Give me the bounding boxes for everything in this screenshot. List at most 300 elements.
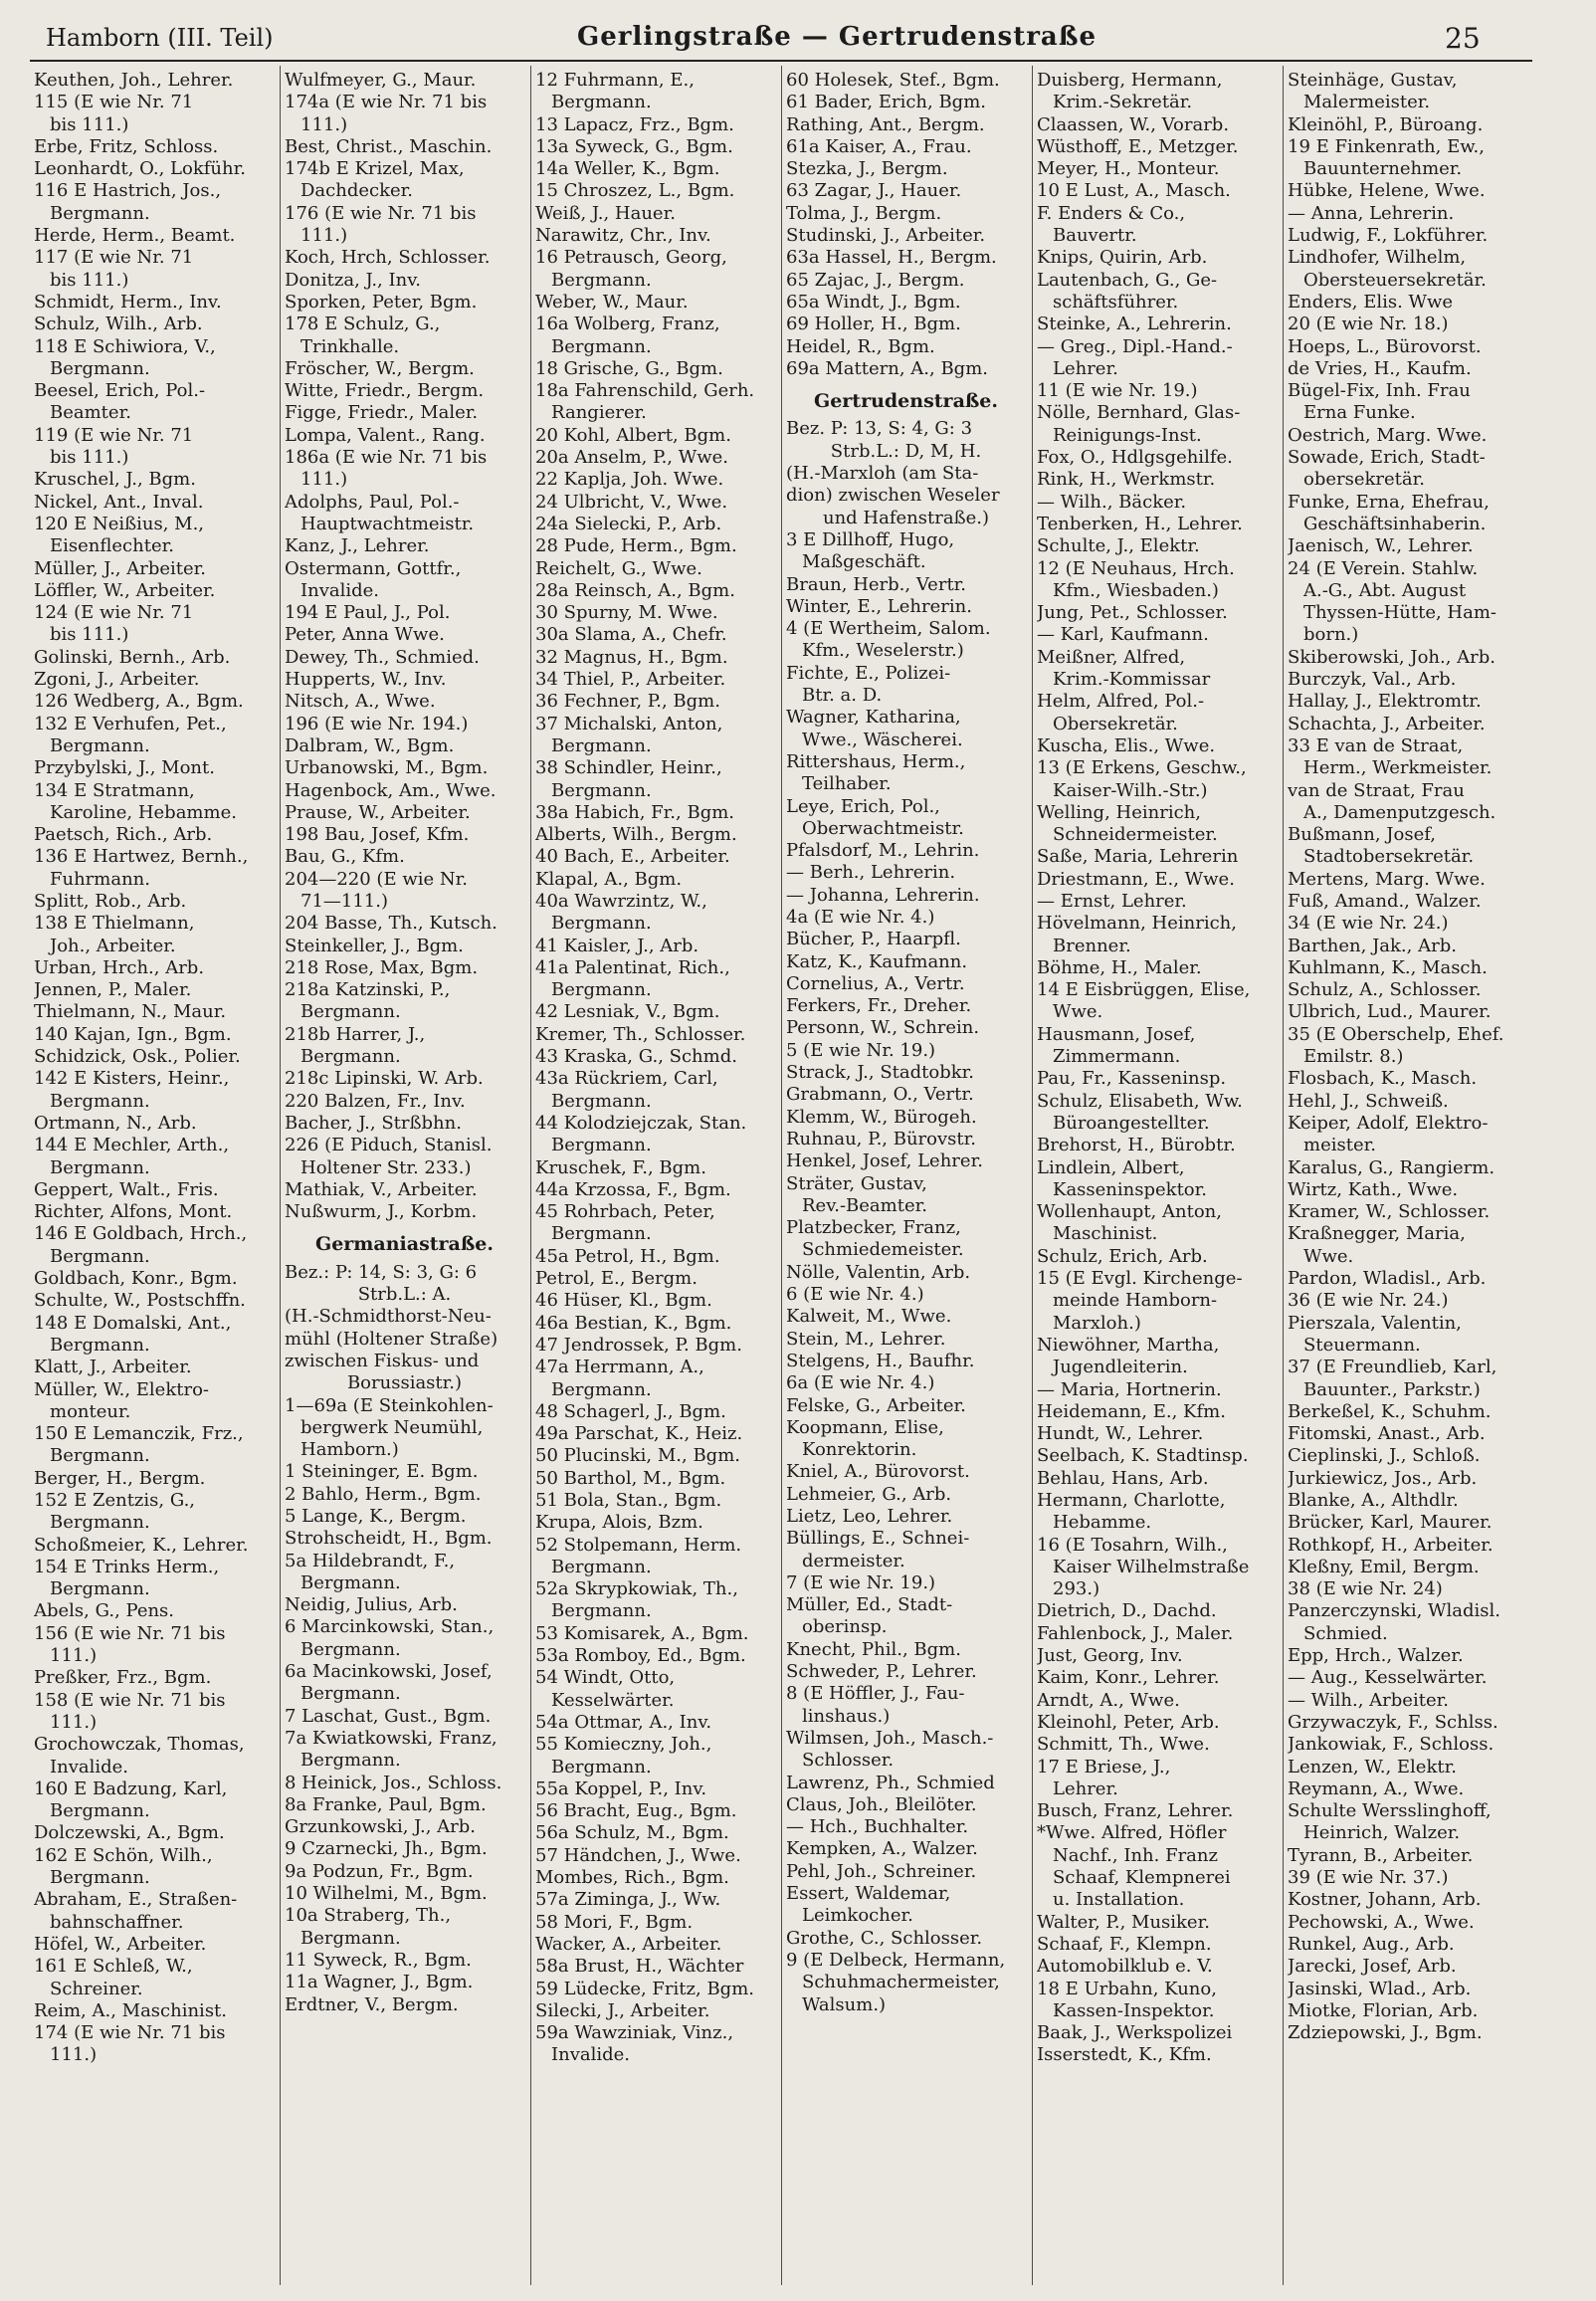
directory-entry-line: Bergmann. bbox=[551, 269, 652, 291]
directory-entry-line: 34 (E wie Nr. 24.) bbox=[1288, 913, 1449, 935]
directory-entry-line: Hermann, Charlotte, bbox=[1037, 1490, 1226, 1511]
directory-entry-line: 24 Ulbricht, V., Wwe. bbox=[535, 491, 728, 513]
directory-entry-line: Walter, P., Musiker. bbox=[1037, 1911, 1210, 1933]
directory-entry-line: Funke, Erna, Ehefrau, bbox=[1288, 491, 1490, 513]
directory-entry-line: Kniel, A., Bürovorst. bbox=[786, 1461, 970, 1483]
directory-entry-line: Knips, Quirin, Arb. bbox=[1037, 247, 1208, 269]
directory-entry-line: Maßgeschäft. bbox=[802, 551, 926, 573]
directory-entry-line: Keuthen, Joh., Lehrer. bbox=[34, 70, 234, 91]
directory-entry-line: 134 E Stratmann, bbox=[34, 779, 195, 801]
directory-entry-line: Klemm, W., Bürogeh. bbox=[786, 1106, 977, 1128]
directory-entry-line: 176 (E wie Nr. 71 bis bbox=[285, 202, 477, 224]
directory-entry-line: Abels, G., Pens. bbox=[34, 1600, 175, 1622]
directory-entry-line: Schneidermeister. bbox=[1053, 824, 1218, 846]
directory-entry-line: Bergmann. bbox=[50, 1156, 150, 1178]
directory-entry-line: Bez.: P: 14, S: 3, G: 6 bbox=[285, 1261, 478, 1283]
directory-entry-line: 174 (E wie Nr. 71 bis bbox=[34, 2022, 226, 2044]
directory-entry-line: Knecht, Phil., Bgm. bbox=[786, 1638, 961, 1660]
directory-entry-line: 10 Wilhelmi, M., Bgm. bbox=[285, 1883, 488, 1905]
directory-entry-line: Bauunter., Parkstr.) bbox=[1303, 1378, 1481, 1400]
directory-entry-line: Flosbach, K., Masch. bbox=[1288, 1068, 1478, 1090]
directory-entry-line: 38a Habich, Fr., Bgm. bbox=[535, 801, 735, 823]
directory-entry-line: Niewöhner, Martha, bbox=[1037, 1334, 1220, 1356]
directory-entry-line: Kuscha, Elis., Wwe. bbox=[1037, 734, 1216, 756]
directory-entry-line: Alberts, Wilh., Bergm. bbox=[535, 824, 737, 846]
directory-entry-line: Hövelmann, Heinrich, bbox=[1037, 913, 1237, 935]
directory-entry-line: Bergmann. bbox=[551, 1600, 652, 1622]
directory-entry-line: 38 Schindler, Heinr., bbox=[535, 757, 722, 779]
directory-entry-line: 47a Herrmann, A., bbox=[535, 1357, 704, 1378]
directory-entry-line: Schaaf, F., Klempn. bbox=[1037, 1933, 1212, 1955]
directory-entry-line: Leye, Erich, Pol., bbox=[786, 795, 940, 817]
directory-entry-line: Bergmann. bbox=[551, 92, 652, 113]
directory-entry-line: — Anna, Lehrerin. bbox=[1288, 202, 1455, 224]
directory-entry-line: Konrektorin. bbox=[802, 1439, 917, 1461]
directory-entry-line: Dalbram, W., Bgm. bbox=[285, 734, 455, 756]
directory-entry-line: Blanke, A., Althdlr. bbox=[1288, 1490, 1459, 1511]
directory-entry-line: Isserstedt, K., Kfm. bbox=[1037, 2044, 1212, 2066]
column-1 bbox=[30, 66, 281, 2285]
directory-entry-line: Neidig, Julius, Arb. bbox=[285, 1594, 458, 1616]
directory-entry-line: Bergmann. bbox=[551, 779, 652, 801]
directory-entry-line: Schmied. bbox=[1303, 1622, 1388, 1644]
directory-entry-line: 61a Kaiser, A., Frau. bbox=[786, 135, 972, 157]
directory-entry-line: Schulte, W., Postschffn. bbox=[34, 1290, 246, 1312]
directory-entry-line: Löffler, W., Arbeiter. bbox=[34, 579, 216, 601]
directory-entry-line: Maschinist. bbox=[1053, 1223, 1158, 1245]
directory-entry-line: Saße, Maria, Lehrerin bbox=[1037, 846, 1239, 868]
directory-entry-line: 19 E Finkenrath, Ew., bbox=[1288, 135, 1485, 157]
directory-entry-line: Müller, Ed., Stadt- bbox=[786, 1594, 953, 1616]
directory-entry-line: 12 Fuhrmann, E., bbox=[535, 70, 695, 91]
directory-entry-line: Bau, G., Kfm. bbox=[285, 846, 405, 868]
directory-entry-line: Burczyk, Val., Arb. bbox=[1288, 669, 1457, 691]
directory-entry-line: 17 E Briese, J., bbox=[1037, 1756, 1171, 1778]
directory-entry-line: Rangierer. bbox=[551, 402, 647, 424]
directory-entry-line: Bergmann. bbox=[50, 1512, 150, 1534]
directory-entry-line: 152 E Zentzis, G., bbox=[34, 1490, 196, 1511]
directory-entry-line: 39 (E wie Nr. 37.) bbox=[1288, 1867, 1449, 1889]
directory-entry-line: Welling, Heinrich, bbox=[1037, 801, 1201, 823]
directory-entry-line: A.-G., Abt. August bbox=[1303, 579, 1467, 601]
directory-entry-line: Hundt, W., Lehrer. bbox=[1037, 1423, 1204, 1445]
directory-entry-line: 61 Bader, Erich, Bgm. bbox=[786, 92, 986, 113]
directory-entry-line: 9 Czarnecki, Jh., Bgm. bbox=[285, 1838, 488, 1860]
directory-entry-line: 47 Jendrossek, P. Bgm. bbox=[535, 1334, 742, 1356]
directory-entry-line: Höfel, W., Arbeiter. bbox=[34, 1933, 207, 1955]
column-4 bbox=[782, 66, 1033, 2285]
directory-entry-line: 8a Franke, Paul, Bgm. bbox=[285, 1793, 487, 1815]
directory-entry-line: — Maria, Hortnerin. bbox=[1037, 1378, 1222, 1400]
directory-entry-line: Ferkers, Fr., Dreher. bbox=[786, 995, 972, 1017]
directory-entry-line: 148 E Domalski, Ant., bbox=[34, 1312, 232, 1334]
directory-entry-line: Trinkhalle. bbox=[300, 335, 400, 357]
directory-entry-line: Erdtner, V., Bergm. bbox=[285, 1993, 459, 2015]
directory-entry-line: u. Installation. bbox=[1053, 1889, 1185, 1911]
directory-entry-line: 115 (E wie Nr. 71 bbox=[34, 92, 194, 113]
directory-entry-line: Pardon, Wladisl., Arb. bbox=[1288, 1268, 1487, 1290]
directory-entry-line: — Berh., Lehrerin. bbox=[786, 862, 956, 884]
directory-entry-line: Adolphs, Paul, Pol.- bbox=[285, 491, 460, 513]
directory-entry-line: 4 (E Wertheim, Salom. bbox=[786, 618, 991, 640]
directory-entry-line: Hupperts, W., Inv. bbox=[285, 669, 447, 691]
directory-entry-line: 15 (E Evgl. Kirchenge- bbox=[1037, 1268, 1243, 1290]
directory-entry-line: Schuhmachermeister, bbox=[802, 1972, 1000, 1993]
directory-entry-line: 161 E Schleß, W., bbox=[34, 1956, 193, 1978]
directory-entry-line: Essert, Waldemar, bbox=[786, 1883, 951, 1905]
directory-entry-line: Kleinöhl, P., Büroang. bbox=[1288, 113, 1484, 135]
directory-entry-line: Lehmeier, G., Arb. bbox=[786, 1483, 952, 1505]
directory-entry-line: Hehl, J., Schweiß. bbox=[1288, 1090, 1449, 1112]
directory-entry-line: Bergmann. bbox=[50, 357, 150, 379]
directory-entry-line: Schaaf, Klempnerei bbox=[1053, 1867, 1231, 1889]
directory-entry-line: Obersekretär. bbox=[1053, 713, 1178, 734]
directory-entry-line: Bergmann. bbox=[50, 1578, 150, 1600]
directory-entry-line: Rittershaus, Herm., bbox=[786, 750, 966, 772]
directory-entry-line: Prause, W., Arbeiter. bbox=[285, 801, 471, 823]
directory-entry-line: Jasinski, Wlad., Arb. bbox=[1288, 1978, 1472, 1999]
directory-entry-line: 118 E Schiwiora, V., bbox=[34, 335, 216, 357]
directory-entry-line: Petrol, E., Bergm. bbox=[535, 1268, 698, 1290]
directory-entry-line: Driestmann, E., Wwe. bbox=[1037, 868, 1235, 890]
directory-entry-line: 10a Straberg, Th., bbox=[285, 1905, 452, 1927]
directory-entry-line: Hoeps, L., Bürovorst. bbox=[1288, 335, 1482, 357]
directory-entry-line: Panzerczynski, Wladisl. bbox=[1288, 1600, 1501, 1622]
directory-entry-line: Bergmann. bbox=[300, 1683, 401, 1705]
directory-entry-line: 22 Kaplja, Joh. Wwe. bbox=[535, 469, 724, 491]
directory-entry-line: Krim.-Sekretär. bbox=[1053, 92, 1193, 113]
directory-entry-line: zwischen Fiskus- und bbox=[285, 1350, 480, 1371]
directory-entry-line: Stein, M., Lehrer. bbox=[786, 1328, 946, 1350]
directory-entry-line: bis 111.) bbox=[50, 269, 129, 291]
directory-entry-line: 36 (E wie Nr. 24.) bbox=[1288, 1290, 1449, 1312]
directory-entry-line: (H.-Schmidthorst-Neu- bbox=[285, 1306, 492, 1328]
directory-entry-line: 51 Bola, Stan., Bgm. bbox=[535, 1490, 722, 1511]
directory-entry-line: Reinigungs-Inst. bbox=[1053, 424, 1202, 446]
directory-entry-line: 33 E van de Straat, bbox=[1288, 734, 1464, 756]
directory-entry-line: Ulbrich, Lud., Maurer. bbox=[1288, 1001, 1492, 1023]
directory-entry-line: Schulz, Wilh., Arb. bbox=[34, 314, 203, 335]
directory-entry-line: 150 E Lemanczik, Frz., bbox=[34, 1423, 244, 1445]
directory-entry-line: Goldbach, Konr., Bgm. bbox=[34, 1268, 238, 1290]
directory-entry-line: Mertens, Marg. Wwe. bbox=[1288, 868, 1486, 890]
directory-entry-line: 142 E Kisters, Heinr., bbox=[34, 1068, 230, 1090]
directory-entry-line: A., Damenputzgesch. bbox=[1303, 801, 1496, 823]
directory-entry-line: Emilstr. 8.) bbox=[1303, 1046, 1404, 1068]
directory-entry-line: Strohscheidt, H., Bgm. bbox=[285, 1528, 493, 1550]
directory-entry-line: Berkeßel, K., Schuhm. bbox=[1288, 1400, 1492, 1422]
directory-entry-line: Schachta, J., Arbeiter. bbox=[1288, 713, 1486, 734]
directory-entry-line: Steinhäge, Gustav, bbox=[1288, 70, 1458, 91]
directory-entry-line: Narawitz, Chr., Inv. bbox=[535, 225, 711, 247]
directory-entry-line: 204 Basse, Th., Kutsch. bbox=[285, 913, 498, 935]
directory-entry-line: Lenzen, W., Elektr. bbox=[1288, 1756, 1457, 1778]
directory-entry-line: 13 Lapacz, Frz., Bgm. bbox=[535, 113, 734, 135]
directory-entry-line: Brenner. bbox=[1053, 935, 1131, 956]
directory-entry-line: Fahlenbock, J., Maler. bbox=[1037, 1622, 1234, 1644]
directory-entry-line: Kraßnegger, Maria, bbox=[1288, 1223, 1466, 1245]
directory-entry-line: 18a Fahrenschild, Gerh. bbox=[535, 380, 755, 402]
directory-entry-line: mühl (Holtener Straße) bbox=[285, 1328, 499, 1350]
directory-entry-line: Henkel, Josef, Lehrer. bbox=[786, 1150, 983, 1172]
directory-entry-line: Teilhaber. bbox=[802, 773, 892, 795]
directory-entry-line: 52a Skrypkowiak, Th., bbox=[535, 1578, 738, 1600]
directory-entry-line: 5 (E wie Nr. 19.) bbox=[786, 1039, 936, 1061]
directory-entry-line: Borussiastr.) bbox=[346, 1372, 463, 1394]
directory-entry-line: Kalweit, M., Wwe. bbox=[786, 1306, 952, 1328]
directory-entry-line: Bergmann. bbox=[50, 202, 150, 224]
directory-entry-line: 8 (E Höffler, J., Fau- bbox=[786, 1683, 965, 1705]
directory-entry-line: Geppert, Walt., Fris. bbox=[34, 1178, 219, 1200]
directory-entry-line: Pierszala, Valentin, bbox=[1288, 1312, 1462, 1334]
directory-entry-line: Seelbach, K. Stadtinsp. bbox=[1037, 1445, 1249, 1467]
directory-entry-line: 20 (E wie Nr. 18.) bbox=[1288, 314, 1449, 335]
directory-entry-line: 58 Mori, F., Bgm. bbox=[535, 1911, 694, 1933]
directory-entry-line: meister. bbox=[1303, 1135, 1376, 1156]
directory-entry-line: Hausmann, Josef, bbox=[1037, 1023, 1196, 1045]
directory-entry-line: Bergmann. bbox=[551, 1090, 652, 1112]
directory-entry-line: 16a Wolberg, Franz, bbox=[535, 314, 720, 335]
directory-entry-line: Koopmann, Elise, bbox=[786, 1416, 944, 1438]
directory-entry-line: Schlosser. bbox=[802, 1750, 895, 1772]
directory-entry-line: 40a Wawrzintz, W., bbox=[535, 890, 707, 912]
directory-entry-line: Nölle, Valentin, Arb. bbox=[786, 1261, 971, 1283]
directory-entry-line: dermeister. bbox=[802, 1550, 905, 1571]
directory-entry-line: Bergmann. bbox=[551, 913, 652, 935]
directory-entry-line: Kruschel, J., Bgm. bbox=[34, 469, 196, 491]
directory-entry-line: 111.) bbox=[50, 2044, 98, 2066]
directory-entry-line: Erna Funke. bbox=[1303, 402, 1416, 424]
directory-entry-line: 42 Lesniak, V., Bgm. bbox=[535, 1001, 720, 1023]
directory-entry-line: Paetsch, Rich., Arb. bbox=[34, 824, 213, 846]
directory-entry-line: Bergmann. bbox=[300, 1571, 401, 1593]
directory-entry-line: Jarecki, Josef, Arb. bbox=[1288, 1956, 1457, 1978]
directory-entry-line: 138 E Thielmann, bbox=[34, 913, 195, 935]
directory-entry-line: — Aug., Kesselwärter. bbox=[1288, 1667, 1488, 1689]
directory-entry-line: 156 (E wie Nr. 71 bis bbox=[34, 1622, 226, 1644]
directory-entry-line: 45a Petrol, H., Bgm. bbox=[535, 1245, 720, 1267]
directory-entry-line: Klatt, J., Arbeiter. bbox=[34, 1357, 192, 1378]
directory-entry-line: Kfm., Wiesbaden.) bbox=[1053, 579, 1219, 601]
directory-entry-line: Ortmann, N., Arb. bbox=[34, 1112, 197, 1134]
directory-entry-line: Bergmann. bbox=[50, 1090, 150, 1112]
directory-entry-line: 6 (E wie Nr. 4.) bbox=[786, 1284, 924, 1306]
directory-entry-line: Invalide. bbox=[300, 579, 380, 601]
directory-entry-line: 146 E Goldbach, Hrch., bbox=[34, 1223, 248, 1245]
directory-entry-line: Schoßmeier, K., Lehrer. bbox=[34, 1534, 249, 1556]
street-heading: Gertrudenstraße. bbox=[813, 390, 999, 413]
directory-entry-line: 186a (E wie Nr. 71 bis bbox=[285, 447, 488, 469]
directory-entry-line: 111.) bbox=[300, 225, 348, 247]
directory-entry-line: Pau, Fr., Kasseninsp. bbox=[1037, 1068, 1227, 1090]
directory-entry-line: Thielmann, N., Maur. bbox=[34, 1001, 227, 1023]
directory-entry-line: 18 E Urbahn, Kuno, bbox=[1037, 1978, 1217, 1999]
directory-entry-line: bis 111.) bbox=[50, 447, 129, 469]
directory-entry-line: Hagenbock, Am., Wwe. bbox=[285, 779, 497, 801]
directory-entry-line: Keiper, Adolf, Elektro- bbox=[1288, 1112, 1489, 1134]
directory-entry-line: bergwerk Neumühl, bbox=[300, 1416, 484, 1438]
directory-entry-line: Invalide. bbox=[551, 2044, 631, 2066]
directory-columns bbox=[30, 66, 1534, 2285]
directory-entry-line: 111.) bbox=[300, 469, 348, 491]
directory-entry-line: 16 Petrausch, Georg, bbox=[535, 247, 727, 269]
directory-entry-line: Meißner, Alfred, bbox=[1037, 646, 1186, 668]
column-3 bbox=[531, 66, 782, 2285]
directory-entry-line: Erbe, Fritz, Schloss. bbox=[34, 135, 219, 157]
directory-entry-line: Katz, K., Kaufmann. bbox=[786, 950, 968, 972]
directory-entry-line: Kesselwärter. bbox=[551, 1689, 675, 1711]
directory-entry-line: Pehl, Joh., Schreiner. bbox=[786, 1860, 977, 1882]
page-number: 25 bbox=[1445, 22, 1481, 55]
directory-entry-line: Personn, W., Schrein. bbox=[786, 1017, 980, 1039]
directory-entry-line: Brücker, Karl, Maurer. bbox=[1288, 1512, 1493, 1534]
directory-entry-line: Fichte, E., Polizei- bbox=[786, 662, 951, 684]
directory-entry-line: Lompa, Valent., Rang. bbox=[285, 424, 486, 446]
directory-entry-line: Fitomski, Anast., Arb. bbox=[1288, 1423, 1486, 1445]
directory-entry-line: Kanz, J., Lehrer. bbox=[285, 535, 430, 557]
directory-entry-line: 3 E Dillhoff, Hugo, bbox=[786, 528, 955, 550]
directory-entry-line: Ruhnau, P., Bürovstr. bbox=[786, 1128, 976, 1150]
directory-entry-line: 45 Rohrbach, Peter, bbox=[535, 1201, 715, 1223]
directory-entry-line: Claus, Joh., Bleilöter. bbox=[786, 1793, 977, 1815]
directory-entry-line: 24a Sielecki, P., Arb. bbox=[535, 513, 722, 534]
directory-entry-line: Btr. a. D. bbox=[802, 685, 883, 707]
directory-entry-line: 57 Händchen, J., Wwe. bbox=[535, 1844, 741, 1866]
directory-entry-line: Müller, J., Arbeiter. bbox=[34, 557, 207, 579]
page-header bbox=[0, 0, 1596, 64]
directory-entry-line: Joh., Arbeiter. bbox=[50, 935, 176, 956]
directory-entry-line: 37 (E Freundlieb, Karl, bbox=[1288, 1357, 1497, 1378]
directory-entry-line: Witte, Friedr., Bergm. bbox=[285, 380, 485, 402]
directory-entry-line: Karalus, G., Rangierm. bbox=[1288, 1156, 1496, 1178]
directory-entry-line: 117 (E wie Nr. 71 bbox=[34, 247, 194, 269]
directory-entry-line: de Vries, H., Kaufm. bbox=[1288, 357, 1472, 379]
directory-entry-line: 60 Holesek, Stef., Bgm. bbox=[786, 70, 1000, 91]
directory-entry-line: Bücher, P., Haarpfl. bbox=[786, 929, 961, 950]
directory-entry-line: 14 E Eisbrüggen, Elise, bbox=[1037, 979, 1251, 1001]
directory-entry-line: Rink, H., Werkmstr. bbox=[1037, 469, 1216, 491]
directory-entry-line: 158 (E wie Nr. 71 bis bbox=[34, 1689, 226, 1711]
directory-entry-line: 50 Plucinski, M., Bgm. bbox=[535, 1445, 740, 1467]
directory-entry-line: Kaiser-Wilh.-Str.) bbox=[1053, 779, 1208, 801]
directory-entry-line: Ludwig, F., Lokführer. bbox=[1288, 225, 1489, 247]
directory-entry-line: 160 E Badzung, Karl, bbox=[34, 1778, 228, 1799]
directory-entry-line: Schulte, J., Elektr. bbox=[1037, 535, 1200, 557]
directory-entry-line: Cieplinski, J., Schloß. bbox=[1288, 1445, 1481, 1467]
directory-entry-line: obersekretär. bbox=[1303, 469, 1425, 491]
directory-entry-line: Herm., Werkmeister. bbox=[1303, 757, 1493, 779]
directory-entry-line: Donitza, J., Inv. bbox=[285, 269, 421, 291]
directory-entry-line: Studinski, J., Arbeiter. bbox=[786, 225, 986, 247]
directory-entry-line: Hamborn.) bbox=[300, 1439, 399, 1461]
directory-entry-line: Steuermann. bbox=[1303, 1334, 1421, 1356]
directory-entry-line: Bergmann. bbox=[551, 734, 652, 756]
directory-entry-line: Zgoni, J., Arbeiter. bbox=[34, 669, 200, 691]
directory-entry-line: Epp, Hrch., Walzer. bbox=[1288, 1645, 1464, 1667]
directory-entry-line: Reichelt, G., Wwe. bbox=[535, 557, 702, 579]
directory-entry-line: Stelgens, H., Baufhr. bbox=[786, 1350, 975, 1371]
directory-entry-line: Behlau, Hans, Arb. bbox=[1037, 1467, 1209, 1489]
directory-entry-line: 20 Kohl, Albert, Bgm. bbox=[535, 424, 731, 446]
directory-entry-line: 63 Zagar, J., Hauer. bbox=[786, 180, 962, 202]
directory-entry-line: Tolma, J., Bergm. bbox=[786, 202, 942, 224]
directory-entry-line: 11 (E wie Nr. 19.) bbox=[1037, 380, 1198, 402]
directory-entry-line: Schulte Wersslinghoff, bbox=[1288, 1800, 1492, 1822]
directory-entry-line: Splitt, Rob., Arb. bbox=[34, 890, 187, 912]
directory-entry-line: bis 111.) bbox=[50, 113, 129, 135]
directory-entry-line: Wulfmeyer, G., Maur. bbox=[285, 70, 477, 91]
column-5 bbox=[1033, 66, 1284, 2285]
directory-entry-line: Grochowczak, Thomas, bbox=[34, 1734, 245, 1756]
directory-entry-line: Kostner, Johann, Arb. bbox=[1288, 1889, 1482, 1911]
directory-entry-line: Heinrich, Walzer. bbox=[1303, 1822, 1461, 1844]
directory-entry-line: Busch, Franz, Lehrer. bbox=[1037, 1800, 1234, 1822]
directory-entry-line: 69a Mattern, A., Bgm. bbox=[786, 357, 988, 379]
directory-entry-line: 15 Chroszez, L., Bgm. bbox=[535, 180, 735, 202]
directory-entry-line: — Hch., Buchhalter. bbox=[786, 1816, 969, 1838]
directory-entry-line: Jurkiewicz, Jos., Arb. bbox=[1288, 1467, 1478, 1489]
directory-entry-line: Hübke, Helene, Wwe. bbox=[1288, 180, 1486, 202]
directory-entry-line: Dewey, Th., Schmied. bbox=[285, 646, 480, 668]
directory-entry-line: 144 E Mechler, Arth., bbox=[34, 1135, 230, 1156]
directory-entry-line: Klapal, A., Bgm. bbox=[535, 868, 683, 890]
directory-entry-line: Bergmann. bbox=[50, 1867, 150, 1889]
directory-entry-line: Bergmann. bbox=[551, 1223, 652, 1245]
directory-entry-line: 58a Brust, H., Wächter bbox=[535, 1956, 744, 1978]
directory-entry-line: Bez. P: 13, S: 4, G: 3 bbox=[786, 418, 973, 440]
directory-entry-line: 5a Hildebrandt, F., bbox=[285, 1550, 456, 1571]
directory-entry-line: Jaenisch, W., Lehrer. bbox=[1288, 535, 1474, 557]
directory-entry-line: Urban, Hrch., Arb. bbox=[34, 956, 205, 978]
directory-entry-line: 32 Magnus, H., Bgm. bbox=[535, 646, 728, 668]
directory-entry-line: Bußmann, Josef, bbox=[1288, 824, 1436, 846]
directory-entry-line: 111.) bbox=[50, 1711, 98, 1733]
directory-entry-line: 174a (E wie Nr. 71 bis bbox=[285, 92, 488, 113]
directory-entry-line: 9 (E Delbeck, Hermann, bbox=[786, 1949, 1006, 1971]
directory-entry-line: 8 Heinick, Jos., Schloss. bbox=[285, 1772, 502, 1793]
directory-entry-line: 44a Krzossa, F., Bgm. bbox=[535, 1178, 731, 1200]
directory-entry-line: Lehrer. bbox=[1053, 1778, 1118, 1799]
directory-entry-line: Kassen-Inspektor. bbox=[1053, 1999, 1215, 2021]
directory-entry-line: 198 Bau, Josef, Kfm. bbox=[285, 824, 470, 846]
directory-entry-line: 194 E Paul, J., Pol. bbox=[285, 602, 451, 624]
directory-entry-line: 48 Schagerl, J., Bgm. bbox=[535, 1400, 726, 1422]
directory-entry-line: 120 E Neißius, M., bbox=[34, 513, 205, 534]
directory-entry-line: Bergmann. bbox=[50, 1445, 150, 1467]
directory-entry-line: Hallay, J., Elektromtr. bbox=[1288, 691, 1482, 713]
directory-entry-line: 52 Stolpemann, Herm. bbox=[535, 1534, 742, 1556]
directory-entry-line: Eisenflechter. bbox=[50, 535, 174, 557]
directory-entry-line: Kremer, Th., Schlosser. bbox=[535, 1023, 746, 1045]
directory-entry-line: 1 Steininger, E. Bgm. bbox=[285, 1461, 479, 1483]
street-heading: Germaniastraße. bbox=[314, 1233, 494, 1256]
directory-entry-line: Dietrich, D., Dachd. bbox=[1037, 1600, 1217, 1622]
directory-entry-line: Wwe., Wäscherei. bbox=[802, 729, 963, 750]
directory-entry-line: Kleßny, Emil, Bergm. bbox=[1288, 1556, 1480, 1577]
directory-entry-line: Rev.-Beamter. bbox=[802, 1194, 927, 1216]
directory-entry-line: — Johanna, Lehrerin. bbox=[786, 884, 980, 906]
directory-entry-line: Figge, Friedr., Maler. bbox=[285, 402, 479, 424]
directory-entry-line: 56a Schulz, M., Bgm. bbox=[535, 1822, 729, 1844]
directory-entry-line: 56 Bracht, Eug., Bgm. bbox=[535, 1800, 737, 1822]
directory-entry-line: Wwe. bbox=[1303, 1245, 1354, 1267]
directory-entry-line: Bergmann. bbox=[551, 335, 652, 357]
directory-entry-line: 54a Ottmar, A., Inv. bbox=[535, 1711, 712, 1733]
directory-entry-line: Tyrann, B., Arbeiter. bbox=[1288, 1844, 1474, 1866]
directory-entry-line: Schulz, Elisabeth, Ww. bbox=[1037, 1090, 1243, 1112]
directory-entry-line: 218 Rose, Max, Bgm. bbox=[285, 956, 479, 978]
directory-entry-line: 4a (E wie Nr. 4.) bbox=[786, 906, 935, 928]
